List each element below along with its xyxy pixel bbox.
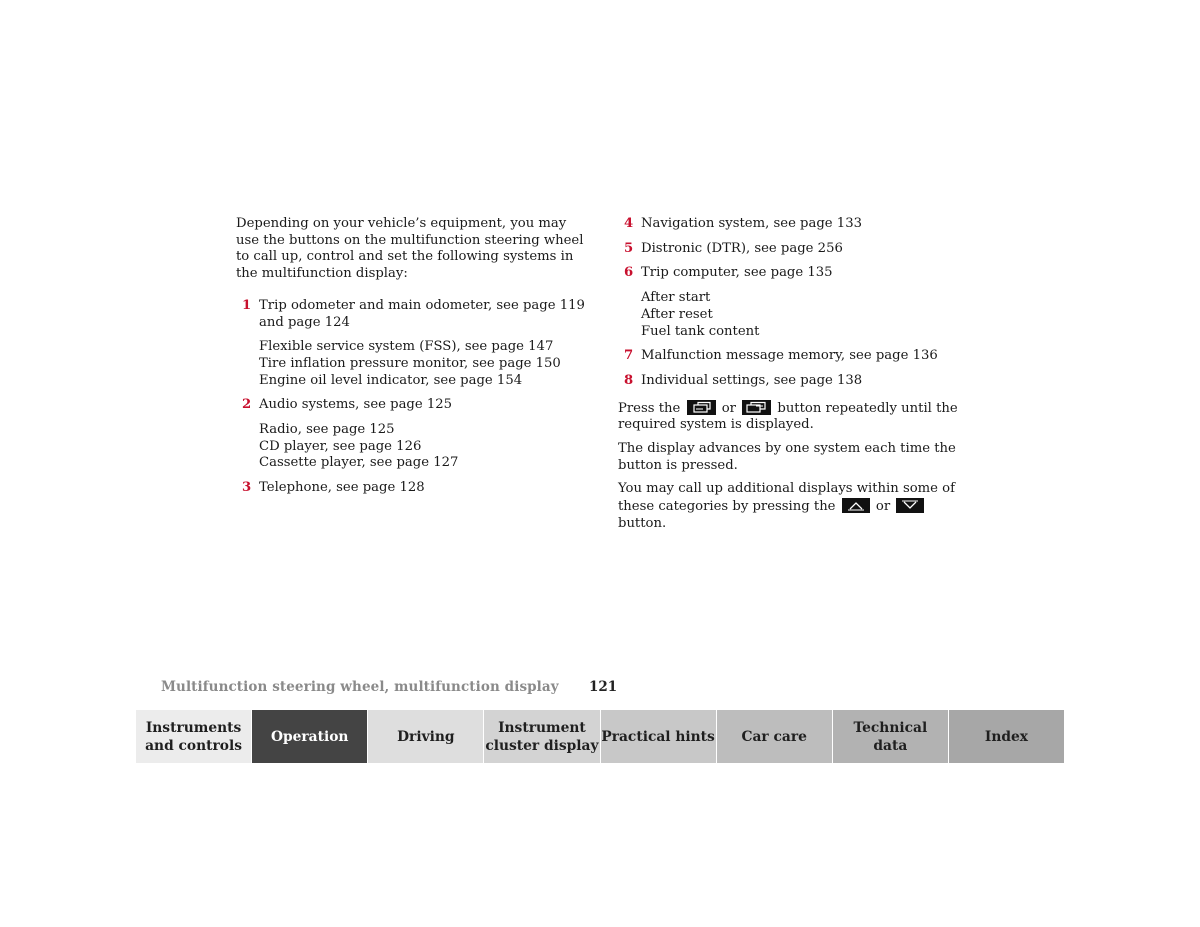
item-text: Malfunction message memory, see page 136 [641,348,938,364]
tab-label: Technical [853,719,928,736]
arrow-up-button-icon [842,498,870,513]
list-item [618,216,978,233]
additional-text-before: You may call up additional displays within some of these categories by pressing the [618,481,955,515]
tab-label: Instrument [498,719,586,736]
display-forward-button-icon [687,400,716,415]
item-text: Telephone, see page 128 [259,480,425,496]
additional-or: or [875,499,891,515]
list-item [236,480,586,497]
sub-item: Tire inflation pressure monitor, see page 150 [259,355,561,371]
section-title: Multifunction steering wheel, multifunction display [161,679,559,695]
sub-item: Radio, see page 125 [259,422,395,438]
chapter-tabs [136,710,1064,763]
item-text: Trip odometer and main odometer, see page 119 and page 124 [259,297,585,330]
page-number: 121 [589,679,618,695]
list-item [618,373,978,390]
tab-practical-hints[interactable] [601,710,717,763]
sub-item: After start [641,290,711,306]
tab-label: Index [984,728,1028,745]
sub-list [236,339,586,389]
item-number: 8 [624,372,634,388]
arrow-down-button-icon [896,498,924,513]
tab-label: Operation [270,728,349,745]
intro-paragraph: Depending on your vehicle’s equipment, you may use the buttons on the multifunction steering wheel to call up, control and set the following systems in the multifunction display: [236,216,584,282]
tab-label: cluster display [485,737,599,754]
tab-car-care[interactable] [717,710,833,763]
press-or: or [721,400,736,416]
list-item [618,241,978,258]
item-text: Audio systems, see page 125 [259,397,453,413]
additional-paragraph [618,481,978,532]
tab-instrument-cluster-display[interactable] [484,710,600,763]
list-item [618,348,978,365]
press-text-before: Press the [618,400,681,416]
sub-item: Engine oil level indicator, see page 154 [259,372,523,388]
display-back-button-icon [742,400,771,415]
tab-label: data [873,737,908,754]
sub-item: Cassette player, see page 127 [259,455,459,471]
tab-driving[interactable] [368,710,484,763]
sub-item: CD player, see page 126 [259,438,422,454]
item-number: 6 [624,265,634,281]
tab-technical-data[interactable] [833,710,949,763]
item-text: Trip computer, see page 135 [641,265,833,281]
press-paragraph [618,400,978,434]
list-item [236,397,586,414]
sub-item: Fuel tank content [641,323,760,339]
list-item [618,265,978,282]
tab-label: Driving [397,728,455,745]
advance-paragraph: The display advances by one system each time the button is pressed. [618,441,956,473]
press-text-after: button repeatedly until the required system is displayed. [618,400,958,433]
list-item [236,298,586,331]
tab-label: and controls [145,737,243,754]
tab-instruments-and-controls[interactable] [136,710,252,763]
tab-label: Practical hints [601,728,715,745]
item-text: Navigation system, see page 133 [641,216,862,231]
sub-item: Flexible service system (FSS), see page 147 [259,339,554,355]
tab-index[interactable] [949,710,1064,763]
left-column [236,216,586,505]
item-number: 1 [242,297,252,313]
item-number: 7 [624,348,634,364]
item-number: 4 [624,216,634,231]
item-text: Distronic (DTR), see page 256 [641,240,843,256]
sub-item: After reset [641,306,713,322]
right-column [618,216,978,540]
item-number: 2 [242,397,252,413]
tab-operation[interactable] [252,710,368,763]
additional-text-after: button. [618,515,667,531]
item-number: 3 [242,480,252,496]
tab-label: Car care [741,728,807,745]
tab-label: Instruments [145,719,242,736]
sub-list [236,422,586,472]
item-text: Individual settings, see page 138 [641,372,863,388]
sub-list [618,290,978,340]
item-number: 5 [624,240,634,256]
